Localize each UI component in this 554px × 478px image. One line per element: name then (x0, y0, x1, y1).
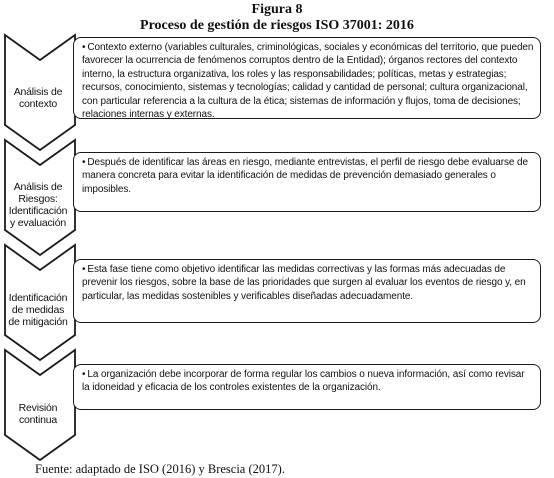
stage-card-identificacion-medidas (73, 259, 541, 323)
stage-description-text: Después de identificar las áreas en riesgo, mediante entrevistas, el perfil de riesgo debe evaluarse de manera concreta para evitar la identificación de medidas de prevención demasiado generales o imposibles. (82, 157, 528, 195)
bullet-icon: • (82, 369, 86, 380)
stage-card-revision-continua (73, 364, 541, 410)
stage-card-analisis-contexto (73, 37, 541, 119)
stage-description (82, 368, 534, 395)
stage-description-text: La organización debe incorporar de forma regular los cambios o nueva información, así como revisar la idoneidad y eficacia de los controles existentes de la organización. (82, 369, 525, 394)
stage-description-text: Esta fase tiene como objetivo identificar las medidas correctivas y las formas más adecuadas de prevenir los riesgos, sobre la base de las prioridades que surgen al evaluar los eventos de riesgo y, en particular, las medidas sostenibles y verificables diseñadas adecuadamente. (82, 264, 526, 302)
bullet-icon: • (82, 157, 86, 168)
stage-description (82, 41, 534, 121)
stage-description (82, 263, 534, 303)
stage-label-analisis-riesgos: Análisis de Riesgos: Identificación y evaluación (8, 181, 68, 229)
figure-title: Proceso de gestión de riesgos ISO 37001: 2016 (140, 18, 414, 33)
stage-label-analisis-contexto: Análisis de contexto (13, 86, 63, 110)
bullet-icon: • (82, 264, 86, 275)
stage-description-text: Contexto externo (variables culturales, criminológicas, sociales y económicas del territorio, que pueden favorecer la ocurrencia de fenómenos corruptos dentro de la Entidad); órganos rectores del contexto interno, la estructura organizativa, los roles y las responsabilidades; políticas, metas y estrategias; recursos, conocimiento, sistemas y tecnologías; calidad y cantidad de personal; cultura organizacional, con particular referencia a la cultura de la ética; sistemas de información y flujos, toma de decisiones; relaciones internas y externas. (82, 42, 534, 121)
stage-label-identificacion-medidas: Identificación de medidas de mitigación (8, 292, 68, 328)
source-caption: Fuente: adaptado de ISO (2016) y Brescia (2017). (35, 462, 285, 476)
stage-label-revision-continua: Revisión continua (18, 402, 58, 426)
stage-description (82, 156, 534, 196)
figure-label: Figura 8 (251, 2, 303, 17)
stage-card-analisis-riesgos (73, 152, 541, 212)
bullet-icon: • (82, 42, 86, 53)
